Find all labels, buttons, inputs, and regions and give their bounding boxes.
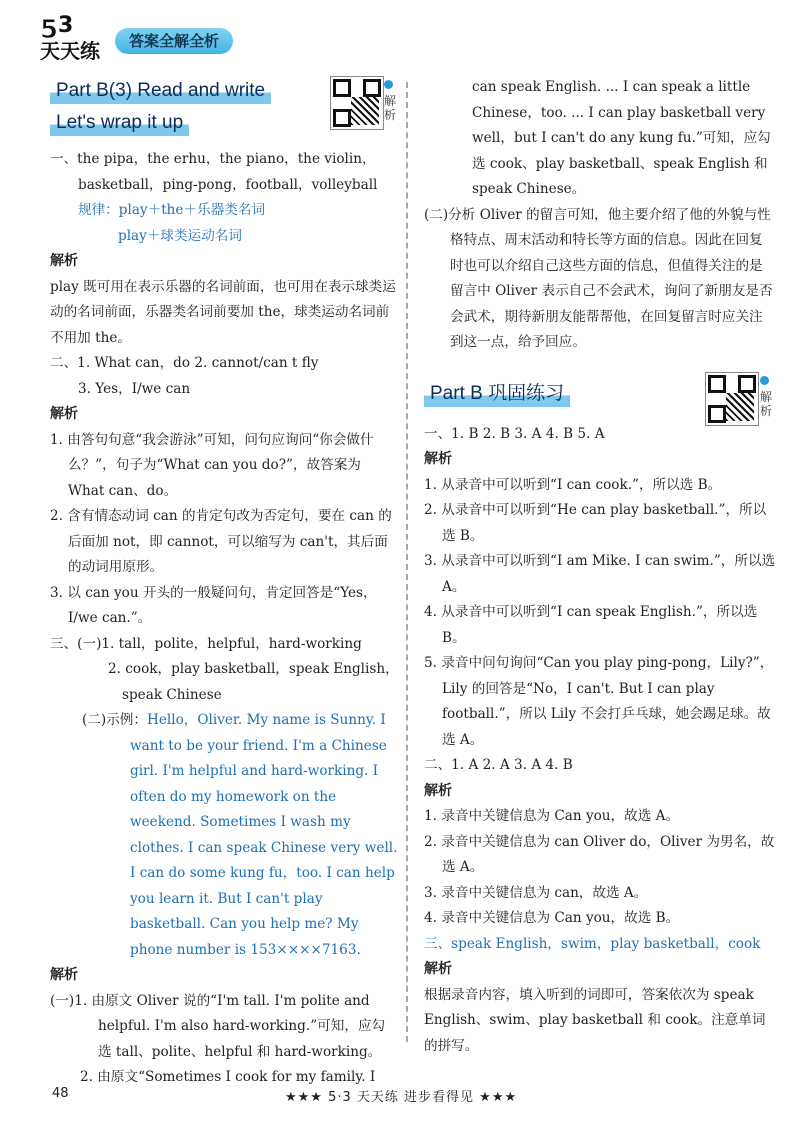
q3-explanation-continued: can speak English. ... I can speak a little Chinese，too. ... I can play basketball very well，but I can't do any kung fu.”可知，应勾选 cook、play basketball、speak English 和 speak Chinese。 (472, 79, 771, 197)
right-column (424, 75, 776, 1059)
q1-answer-line1: 一、the pipa，the erhu，the piano，the violin， (50, 151, 376, 167)
sample-text: Hello，Oliver. My name is Sunny. I want to be your friend. I'm a Chinese girl. I'm helpful and hard-working. I often do my homework on the weekend. Sometimes I wash my clothes. I can speak Chinese very well. I can do some kung fu，too. I can help you learn it. But I can't play basketball. Can you help me? My phone number is 153××××7163. (130, 712, 398, 958)
page-number: 48 (52, 1086, 69, 1101)
q2-explanation-3: 3. 以 can you 开头的一般疑问句，肯定回答是“Yes，I/we can.”。 (50, 584, 377, 626)
svg-text:5: 5 (40, 15, 59, 45)
left-column (50, 75, 398, 1091)
analysis-heading: 解析 (50, 967, 78, 983)
r2-answers: 二、1. A 2. A 3. A 4. B (424, 757, 573, 773)
section-title: Part B(3) Read and write (50, 75, 271, 107)
analysis-heading: 解析 (424, 782, 452, 799)
r3-answers: 三、speak English，swim，play basketball，cook (424, 935, 761, 952)
r2-explanation-3: 3. 录音中关键信息为 can，故选 A。 (424, 884, 648, 901)
consolidation-title: Part B 巩固练习 (424, 378, 570, 410)
q3-sample-writing (82, 708, 398, 963)
column-divider (406, 82, 408, 1042)
r3-explanation: 根据录音内容，填入听到的词即可，答案依次为 speak English、swim、play basketball 和 cook。注意单词的拼写。 (424, 986, 766, 1054)
r1-explanation-5: 5. 录音中问句询问“Can you play ping-pong，Lily?”，Lily 的回答是“No，I can't. But I can play football.”，所以 Lily 不会打乒乓球，她会踢足球。故选 A。 (424, 655, 774, 748)
section-subtitle: Let's wrap it up (50, 107, 189, 139)
q3-answer-line1: 三、(一)1. tall，polite，helpful，hard-working (50, 635, 362, 652)
analysis-heading: 解析 (50, 253, 78, 269)
q1-rule2: play＋球类运动名词 (118, 227, 242, 244)
q1-rule1: 规律：play＋the＋乐器类名词 (78, 202, 266, 218)
brand-logo (38, 12, 112, 60)
r2-explanation-1: 1. 录音中关键信息为 Can you，故选 A。 (424, 808, 680, 824)
r1-answers: 一、1. B 2. B 3. A 4. B 5. A (424, 425, 605, 442)
svg-text:3: 3 (58, 13, 74, 38)
r1-explanation-2: 2. 从录音中可以听到“He can play basketball.”，所以选 B。 (424, 502, 767, 544)
q2-answer-line2: 3. Yes，I/we can (78, 380, 191, 397)
q3-explanation-2: 2. 由原文“Sometimes I cook for my family. I (80, 1069, 376, 1085)
analysis-heading: 解析 (424, 961, 452, 977)
q2-answer-line1: 二、1. What can，do 2. cannot/can t fly (50, 355, 319, 371)
analysis-heading: 解析 (50, 406, 78, 422)
qr-code[interactable] (330, 76, 384, 130)
answer-badge: 答案全解全析 (115, 28, 233, 54)
q3-answer-line2: 2. cook，play basketball，speak English， (108, 661, 399, 677)
r1-explanation-1: 1. 从录音中可以听到“I can cook.”，所以选 B。 (424, 476, 722, 493)
q2-explanation-2: 2. 含有情态动词 can 的肯定句改为否定句，要在 can 的后面加 not，即 cannot，可以缩写为 can't，其后面的动词用原形。 (50, 508, 392, 575)
r2-explanation-2: 2. 录音中关键信息为 can Oliver do，Oliver 为男名，故选 A。 (424, 833, 775, 875)
q1-explanation: play 既可用在表示乐器的名词前面，也可用在表示球类运动的名词前面，乐器类名词前要加 the，球类运动名词前不用加 the。 (50, 278, 396, 346)
qr-code-2[interactable] (705, 372, 759, 426)
play-icon (760, 376, 769, 385)
qr-label: 解析 (384, 94, 397, 122)
q3-answer-line3: speak Chinese (122, 686, 222, 703)
svg-text:天天练: 天天练 (40, 39, 100, 60)
q2-explanation-1: 1. 由答句句意“我会游泳”可知，问句应询问“你会做什么？”，句子为“What can you do?”，故答案为 What can、do。 (50, 431, 374, 499)
r2-explanation-4: 4. 录音中关键信息为 Can you，故选 B。 (424, 910, 680, 926)
qr-label: 解析 (760, 390, 773, 418)
q1-answer-line2: basketball，ping-pong，football，volleyball (78, 176, 378, 193)
sample-label: (二)示例： (82, 712, 147, 728)
analysis-heading: 解析 (424, 451, 452, 467)
play-icon (384, 80, 393, 89)
q3-part2-analysis: (二)分析 Oliver 的留言可知，他主要介绍了他的外貌与性格特点、周末活动和特长等方面的信息。因此在回复时也可以介绍自己这些方面的信息，但值得关注的是留言中 Oliver 表示自己不会武术，询问了新朋友是否会武术，期待新朋友能帮帮他，在回复留言时应关注到这一点，给予回应。 (424, 206, 773, 350)
r1-explanation-4: 4. 从录音中可以听到“I can speak English.”，所以选 B。 (424, 604, 758, 646)
footer-motto: ★★★ 5·3 天天练 进步看得见 ★★★ (285, 1090, 518, 1105)
q3-explanation-1: (一)1. 由原文 Oliver 说的“I'm tall. I'm polite and helpful. I'm also hard-working.”可知，应勾选 tall、polite、helpful 和 hard-working。 (50, 992, 386, 1060)
r1-explanation-3: 3. 从录音中可以听到“I am Mike. I can swim.”，所以选 A。 (424, 553, 776, 595)
